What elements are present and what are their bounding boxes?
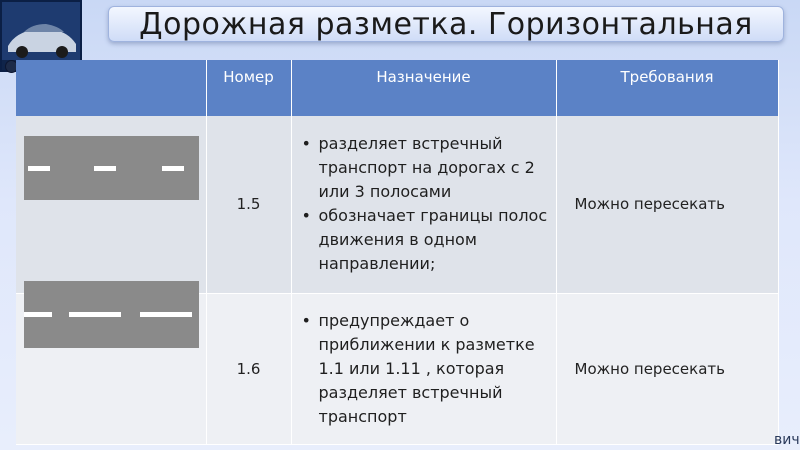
- road-marking-1-5-illustration: [24, 136, 199, 200]
- marking-requirement: Можно пересекать: [556, 293, 778, 444]
- purpose-item: • обозначает границы полос движения в одном направлении;: [293, 204, 551, 276]
- marking-dash: [28, 166, 50, 171]
- marking-dash: [94, 166, 116, 171]
- marking-purpose: [291, 293, 556, 444]
- road-marking-1-6-illustration: [24, 281, 199, 348]
- header-marking-image: [16, 60, 206, 116]
- marking-table: [16, 60, 779, 445]
- marking-dash: [162, 166, 184, 171]
- header-requirements: Требования: [556, 60, 778, 116]
- marking-purpose: [291, 116, 556, 293]
- marking-dash: [69, 312, 121, 317]
- slide-title: Дорожная разметка. Горизонтальная: [108, 6, 784, 42]
- marking-dash: [24, 312, 52, 317]
- header-purpose: Назначение: [291, 60, 556, 116]
- marking-number: 1.6: [206, 293, 291, 444]
- header-number: Номер: [206, 60, 291, 116]
- marking-requirement: Можно пересекать: [556, 116, 778, 293]
- purpose-item: • разделяет встречный транспорт на дорогах с 2 или 3 полосами: [293, 132, 551, 204]
- footer-author-fragment: вич: [774, 432, 800, 448]
- marking-number: 1.5: [206, 116, 291, 293]
- marking-dash: [140, 312, 192, 317]
- purpose-item: • предупреждает о приближении к разметке 1.1 или 1.11 , которая разделяет встречный транспорт: [293, 309, 551, 429]
